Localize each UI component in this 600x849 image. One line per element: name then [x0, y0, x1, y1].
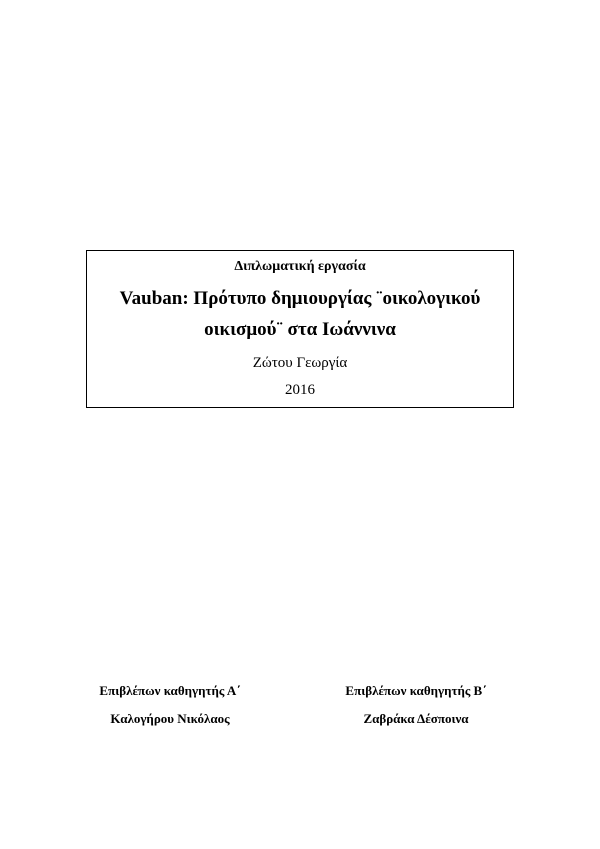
thesis-year: 2016 [285, 382, 315, 398]
document-type: Διπλωματική εργασία [234, 259, 366, 274]
supervisor-a [70, 682, 270, 728]
supervisor-a-name: Καλογήρου Νικόλαος [110, 711, 230, 726]
title-box [86, 250, 514, 408]
supervisor-b [316, 682, 516, 728]
thesis-title-line-1: Vauban: Πρότυπο δημιουργίας ¨οικολογικού [119, 288, 481, 309]
thesis-title [87, 283, 513, 345]
author-name: Ζώτου Γεωργία [252, 355, 348, 371]
supervisor-b-name: Ζαβράκα Δέσποινα [363, 711, 469, 726]
supervisor-a-role: Επιβλέπων καθηγητής Α΄ [99, 683, 241, 698]
thesis-title-line-2: οικισμού¨ στα Ιωάννινα [204, 319, 396, 340]
supervisor-b-role: Επιβλέπων καθηγητής Β΄ [345, 683, 487, 698]
